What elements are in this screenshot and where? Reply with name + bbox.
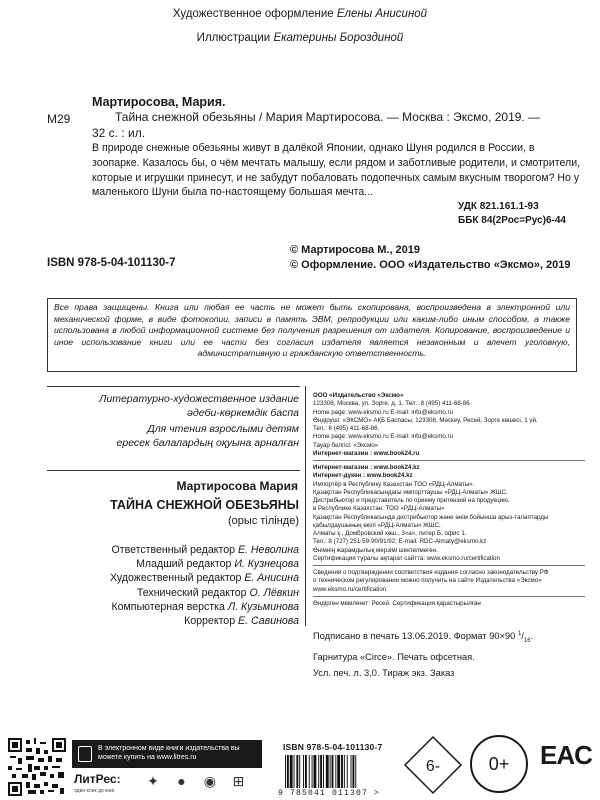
bib-line-2: 32 с. : ил. — [92, 126, 146, 140]
staff-row: Компьютерная верстка Л. Кузьминова — [111, 600, 299, 613]
genre-ru: Литературно-художественное издание — [99, 393, 299, 405]
litres-tagline: один клик до книг — [74, 788, 115, 794]
genre-kz: әдеби-көркемдік баспа — [187, 407, 299, 419]
eac-mark: EAC — [540, 740, 592, 770]
litres-banner-text: В электронном виде книги издательства вы можете купить на www.litres.ru — [98, 745, 240, 761]
catalog-code: М29 — [47, 112, 71, 126]
age-diamond-badge — [403, 735, 463, 795]
bibliographic-record — [92, 109, 580, 141]
copyright-block — [290, 243, 571, 273]
print-line-1: Подписано в печать 13.06.2019. Формат 90×90 $^1/_{16}$. — [313, 631, 534, 644]
bib-line-1: Тайна снежной обезьяны / Мария Мартиросова. — Москва : Эксмо, 2019. — — [115, 110, 541, 124]
age-ru: Для чтения взрослыми детям — [147, 423, 299, 435]
illustrator-name: Екатерины Бороздиной — [273, 32, 404, 44]
annotation: В природе снежные обезьяны живут в далёкой Японии, однако Шуня родился в России, в зоопарке. Казалось бы, о чём мечтать малышу, если рядом и заботливые родители, и смотрители, которые и игрушки принесут, и не забудут побаловать подопечных самым вкусным творогом? Но у маленького Шуни была по-настоящему большая мечта... — [92, 142, 581, 199]
staff-row: Корректор Е. Савинова — [184, 615, 299, 628]
publisher-separator — [313, 460, 585, 461]
age-rating-badge: 0+ — [470, 735, 528, 793]
illustration-credit: Иллюстрации Екатерины Бороздиной — [196, 32, 404, 44]
print-info — [313, 626, 593, 681]
bbk-code: ББК 84(2Рос=Рус)6-44 — [458, 215, 566, 226]
book-title: ТАЙНА СНЕЖНОЙ ОБЕЗЬЯНЫ — [110, 498, 299, 512]
left-divider-middle — [47, 470, 300, 471]
origin-line: Өндірген мемлекет: Ресей. Сертификация қарастырылған — [313, 599, 481, 607]
staff-row: Художественный редактор Е. Анисина — [110, 572, 299, 585]
copyright-design: © Оформление. ООО «Издательство «Эксмо», 2019 — [290, 259, 571, 271]
staff-list — [47, 543, 299, 628]
print-line-3: Усл. печ. л. 3,0. Тираж экз. Заказ — [313, 667, 455, 678]
rights-notice: Все права защищены. Книга или любая ее часть не может быть скопирована, воспроизведена в электронной или механической форме, в виде фотокопии, записи в память ЭВМ, репродукции или каким-либо иным способом, а также использована в любой информационной системе без получения разрешения от издателя. Копирование, воспроизведение и иное использование книги или ее части без согласия издателя является незаконным и влечет уголовную, административную и гражданскую ответственность. — [47, 298, 577, 372]
litres-banner — [72, 740, 262, 768]
age-diamond-label: 6- — [425, 758, 441, 775]
udk-code: УДК 821.161.1-93 — [458, 201, 539, 212]
genre-block — [47, 392, 299, 420]
age-kz: ересек балалардың оқуына арналған — [116, 437, 299, 449]
barcode-isbn: ISBN 978-5-04-101130-7 — [283, 742, 383, 752]
book-subtitle: (орыс тілінде) — [228, 515, 299, 527]
book-author: Мартиросова Мария — [176, 479, 298, 493]
designer-name: Елены Анисиной — [336, 8, 428, 20]
print-line-2: Гарнитура «Circe». Печать офсетная. — [313, 651, 475, 662]
isbn-text: ISBN 978-5-04-101130-7 — [47, 257, 176, 269]
online-shop-kz: Интернет-магазин : www.book24.kz — [313, 464, 420, 471]
staff-row: Младший редактор И. Кузнецова — [136, 558, 299, 571]
store-icons — [142, 770, 251, 792]
qr-code-icon — [8, 738, 66, 796]
windows-icon: ⊞ — [232, 773, 245, 789]
windows-phone-icon: ◉ — [203, 773, 217, 789]
catalog-author: Мартиросова, Мария. — [92, 95, 226, 109]
publisher-info: ООО «Издательство «Эксмо» 123308, Москва, ул. Зорге, д. 1. Тел.: 8 (495) 411-68-86. Home page: www.eksmo.ru E-mail: info@eksmo.ru Өндіруші: «ЭКСМО» АҚБ Баспасы, 123308, Мәскеу, Ресей, Зорге көшесі, 1 үй. Тел.: 8 (495) 411-68-86. Home page: www.eksmo.ru E-mail: info@eksmo.ru Тауар белгісі: «Эксмо» Интернет-магазин : www.book24.ru Интернет-магазин : www.book24.kz Интернет-дүкен : www.book24.kz Импортёр в Республику Казахстан ТОО «РДЦ-Алматы». Қазақстан Республикасындағы импорттаушы «РДЦ-Алматы» ЖШС. Дистрибьютор и представитель по приему претензий на продукцию, в Республике Казахстан: ТОО «РДЦ-Алматы» Қазақстан Республикасында дистрибьютор және өнім бойынша арыз-талаптарды қабылдаушының өкілі «РДЦ-Алматы» ЖШС, Алматы қ., Домбровский көш., 3«а», литер Б, офис 1. Тел.: 8 (727) 251-59-90/91/92; E-mail: RDC-Almaty@eksmo.kz Өнімнің жарамдылық мерзімі шектелмеген. Сертификация туралы ақпарат сайтта: www.eksmo.ru/certification Сведения о подтверждении соответствия издания согласно законодательству РФ о техническом регулировании можно получить на сайте Издательства «Эксмо» www.eksmo.ru/certification Өндірген мемлекет: Ресей. Сертификация қарастырылған — [313, 392, 593, 608]
copyright-author: © Мартиросова М., 2019 — [290, 244, 421, 256]
book-icon — [78, 746, 92, 762]
barcode-icon — [283, 755, 393, 788]
staff-row: Ответственный редактор Е. Неволина — [111, 544, 299, 556]
age-block — [47, 422, 299, 450]
litres-logo: ЛитРес: — [74, 772, 121, 786]
android-icon: ✦ — [147, 773, 159, 789]
publisher-separator — [313, 596, 585, 597]
online-shop-ru: Интернет-магазин : www.book24.ru — [313, 449, 420, 457]
classification-codes — [458, 200, 566, 228]
column-divider — [305, 386, 306, 626]
apple-icon: ● — [177, 773, 186, 789]
online-shop-kz-2: Интернет-дүкен : www.book24.kz — [313, 472, 413, 480]
publisher-name: ООО «Издательство «Эксмо» — [313, 392, 404, 399]
barcode-digits: 9 785041 011307 > — [278, 789, 381, 798]
design-credit: Художественное оформление Елены Анисиной — [172, 8, 428, 20]
publisher-separator — [313, 565, 585, 566]
staff-row: Технический редактор О. Лёвкин — [136, 586, 299, 599]
left-divider-top — [47, 386, 300, 387]
